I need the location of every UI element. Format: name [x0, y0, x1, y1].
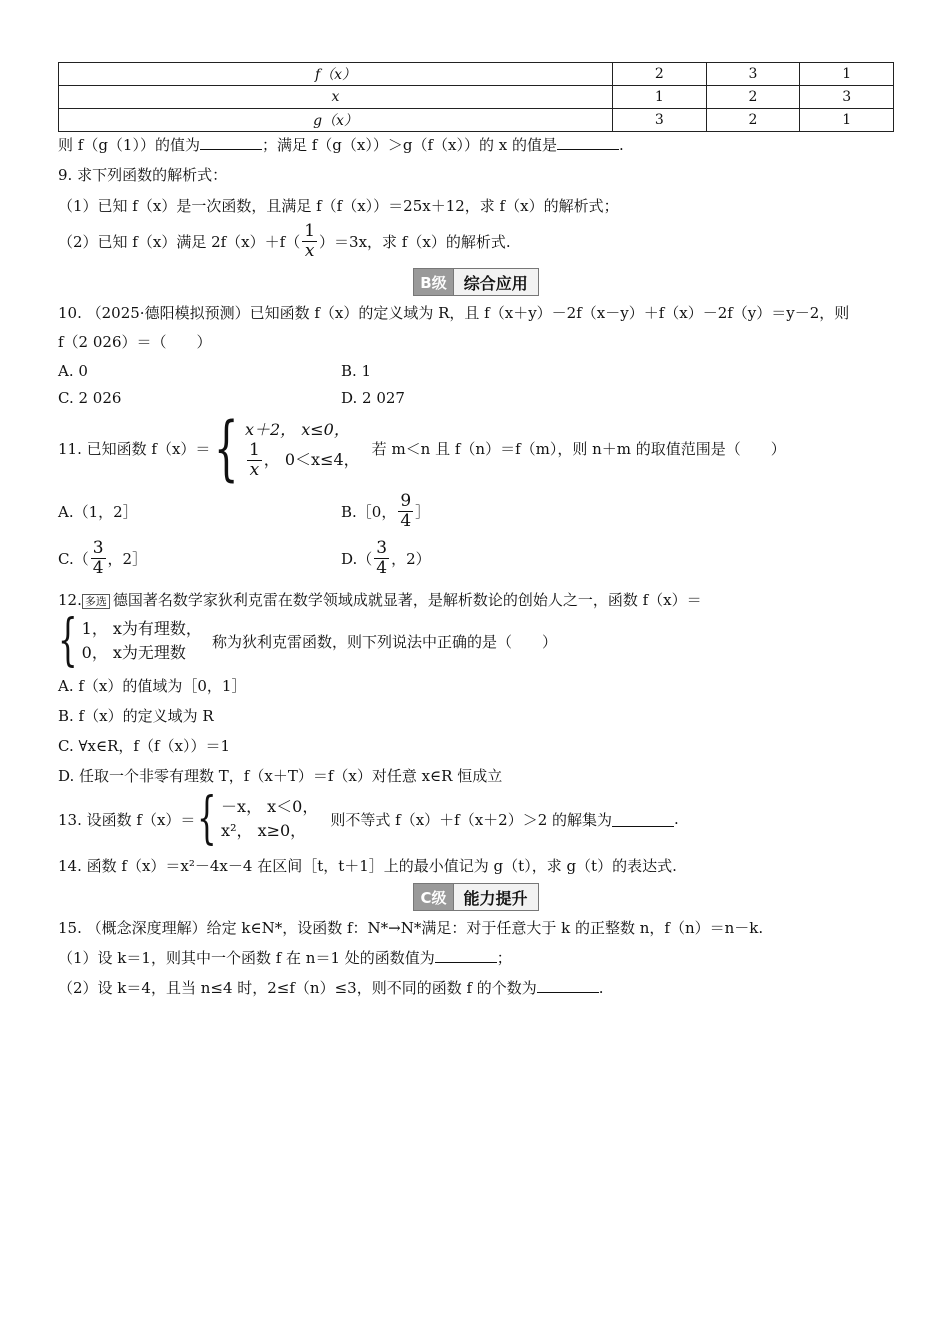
- worksheet-page: [58, 62, 894, 999]
- question-10-line-1: 10. （2025·德阳模拟预测）已知函数 f（x）的定义域为 R，且 f（x＋y）－2f（x－y）＋f（x）－2f（y）＝y－2，则: [58, 304, 850, 322]
- section-title: 能力提升: [453, 884, 538, 910]
- question-11-options-row: [58, 493, 894, 530]
- option-b[interactable]: B. f（x）的定义域为 R: [58, 707, 214, 725]
- piecewise-function: { －x， x＜0， x²， x≥0，: [197, 786, 319, 851]
- question-13: 13. 设函数 f（x）＝ { －x， x＜0， x²， x≥0， 则不等式 f（x）＋f（x＋2）＞2 的解集为 .: [58, 786, 679, 851]
- question-9-part-2: （2）已知 f（x）满足 2f（x）＋f（ $\frac{1}{x}$ ）＝3x，求 f（x）的解析式.: [58, 221, 511, 261]
- table-row-header: x: [59, 86, 613, 109]
- table-cell: 2: [706, 109, 800, 132]
- fraction: $\frac{1}{x}$: [304, 221, 316, 261]
- section-header-b: [58, 268, 894, 296]
- question-15-stem: 15. （概念深度理解）给定 k∈N*，设函数 f：N*→N*满足：对于任意大于 k 的正整数 n，f（n）＝n－k.: [58, 919, 764, 937]
- table-cell: 2: [706, 86, 800, 109]
- question-15-part-1: （1）设 k＝1，则其中一个函数 f 在 n＝1 处的函数值为 ；: [58, 949, 512, 967]
- table-row-header: g（x）: [59, 109, 613, 132]
- option-d[interactable]: D. 任取一个非零有理数 T，f（x＋T）＝f（x）对任意 x∈R 恒成立: [58, 767, 503, 785]
- answer-blank[interactable]: [612, 812, 674, 827]
- option-c[interactable]: C.（ $\frac{3}{4}$ ，2］: [58, 538, 148, 578]
- section-level: B级: [414, 269, 452, 295]
- question-11-stem: 11. 已知函数 f（x）＝ { x＋2， x≤0， $\frac{1}{x}$ ， 0＜x≤4， 若 m＜n 且 f（n）＝f（m），则 n＋m 的取值范围是（ ）: [58, 407, 786, 489]
- table-cell: 2: [613, 63, 707, 86]
- answer-blank[interactable]: [557, 135, 619, 150]
- table-cell: 3: [706, 63, 800, 86]
- question-10-line-2: f（2 026）＝（ ）: [58, 333, 212, 351]
- question-14: 14. 函数 f（x）＝x²－4x－4 在区间［t，t＋1］上的最小值记为 g（t），求 g（t）的表达式.: [58, 857, 677, 875]
- table-cell: 1: [613, 86, 707, 109]
- fraction: $\frac{1}{x}$: [248, 439, 260, 480]
- multi-select-tag: 多选: [82, 594, 110, 609]
- option-b[interactable]: B.［0， $\frac{9}{4}$ ］: [341, 491, 431, 531]
- answer-blank[interactable]: [200, 135, 262, 150]
- table-row: [59, 63, 894, 86]
- section-title: 综合应用: [453, 269, 538, 295]
- option-a[interactable]: A. 0: [58, 362, 88, 380]
- question-11-options-row: [58, 540, 894, 577]
- table-cell: 1: [800, 63, 894, 86]
- option-d[interactable]: D.（ $\frac{3}{4}$ ，2）: [341, 538, 431, 578]
- section-level: C级: [414, 884, 452, 910]
- table-cell: 3: [800, 86, 894, 109]
- option-b[interactable]: B. 1: [341, 362, 372, 380]
- option-a[interactable]: A.（1，2］: [58, 503, 138, 521]
- answer-blank[interactable]: [435, 948, 497, 963]
- fraction: $\frac{3}{4}$: [92, 538, 104, 578]
- table-row-header: f（x）: [59, 63, 613, 86]
- question-15-part-2: （2）设 k＝4，且当 n≤4 时，2≤f（n）≤3，则不同的函数 f 的个数为 .: [58, 979, 604, 997]
- answer-blank[interactable]: [537, 978, 599, 993]
- table-cell: 3: [613, 109, 707, 132]
- fraction: $\frac{9}{4}$: [400, 491, 412, 531]
- question-10-options-row: [58, 389, 894, 407]
- piecewise-function: { 1， x为有理数， 0， x为无理数: [58, 608, 202, 673]
- fraction: $\frac{3}{4}$: [376, 538, 388, 578]
- section-header-c: [58, 883, 894, 911]
- question-9-part-1: （1）已知 f（x）是一次函数，且满足 f（f（x））＝25x＋12，求 f（x）的解析式；: [58, 197, 619, 215]
- table-cell: 1: [800, 109, 894, 132]
- option-d[interactable]: D. 2 027: [341, 389, 405, 407]
- function-value-table: [58, 62, 894, 132]
- question-12-line-1: 12. 多选 德国著名数学家狄利克雷在数学领域成就显著，是解析数论的创始人之一，函数 f（x）＝: [58, 591, 702, 609]
- question-10-options-row: [58, 362, 894, 380]
- question-9-title: 9. 求下列函数的解析式：: [58, 166, 228, 184]
- table-row: [59, 109, 894, 132]
- option-c[interactable]: C. ∀x∈R，f（f（x））＝1: [58, 737, 230, 755]
- option-a[interactable]: A. f（x）的值域为［0，1］: [58, 677, 247, 695]
- piecewise-function: { x＋2， x≤0， $\frac{1}{x}$ ， 0＜x≤4，: [214, 407, 360, 489]
- table-row: [59, 86, 894, 109]
- question-8-fill: 则 f（g（1））的值为 ；满足 f（g（x））＞g（f（x））的 x 的值是 .: [58, 136, 624, 154]
- question-12-definition: { 1， x为有理数， 0， x为无理数 称为狄利克雷函数，则下列说法中正确的是（ ）: [58, 608, 557, 673]
- option-c[interactable]: C. 2 026: [58, 389, 122, 407]
